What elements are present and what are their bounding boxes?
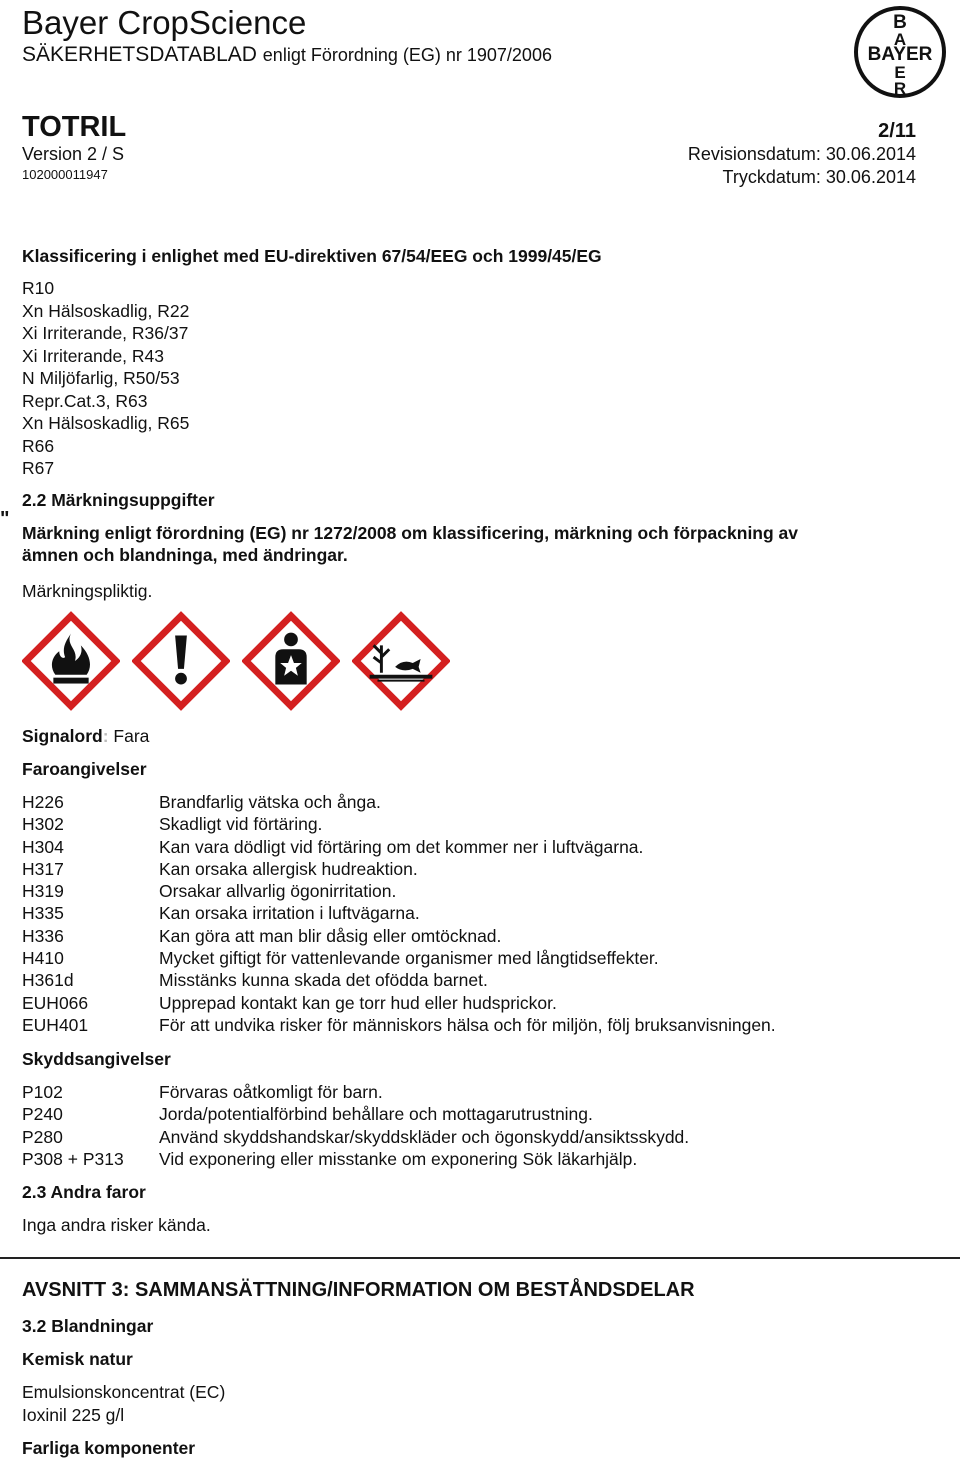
classification-item: R67 [22,458,55,478]
hazard-statements-heading: Faroangivelser [22,759,147,779]
logo-word-bayer: BAYER [867,44,933,65]
hazard-code: H336 [22,925,64,946]
hazard-row [22,791,776,813]
classification-item: R66 [22,435,55,456]
classification-item: Xi Irriterande, R36/37 [22,323,189,343]
flame-icon [22,608,120,714]
signal-word-value: Fara [113,726,150,746]
logo-letter-e: E [894,63,906,82]
product-name: TOTRIL [22,111,127,143]
hazard-text: Kan göra att man blir dåsig eller omtöcknad. [159,925,502,946]
hazard-row [22,925,776,947]
classification-item: N Miljöfarlig, R50/53 [22,368,180,388]
other-hazards-text: Inga andra risker kända. [22,1215,211,1235]
precaution-text: Förvaras oåtkomligt för barn. [159,1082,383,1102]
hazard-text: Skadligt vid förtäring. [159,814,323,835]
version-label: Version 2 / S [22,144,125,164]
hazard-row [22,947,776,969]
hazard-row [22,880,776,902]
hazard-code: EUH066 [22,992,89,1013]
document-number: 102000011947 [22,167,108,182]
precaution-text: Jorda/potentialförbind behållare och mottagarutrustning. [159,1104,593,1125]
labelling-regulation-line2: ämnen och blandninga, med ändringar. [22,545,348,565]
change-marker: " [0,508,10,530]
hazard-row [22,902,776,924]
hazard-code: H317 [22,858,64,879]
precautionary-statements-heading: Skyddsangivelser [22,1049,171,1069]
precaution-text: Vid exponering eller misstanke om exponering Sök läkarhjälp. [159,1148,638,1169]
regulation-reference: enligt Förordning (EG) nr 1907/2006 [262,45,552,65]
precaution-code: P308 + P313 [22,1148,124,1169]
logo-letter-a: A [893,30,907,49]
hazard-statements-table [22,791,776,1036]
signal-word-separator: : [102,726,109,746]
bayer-logo [854,2,946,102]
precaution-code: P240 [22,1104,63,1125]
other-hazards-heading: 2.3 Andra faror [22,1182,146,1202]
hazard-row [22,969,776,991]
hazard-text: Mycket giftigt för vattenlevande organismer med långtidseffekter. [159,948,659,969]
signal-word-label: Signalord [22,726,103,746]
hazard-text: Orsakar allvarlig ögonirritation. [159,881,397,902]
classification-item: Xn Hälsoskadlig, R65 [22,413,190,433]
hazard-text: Brandfarlig vätska och ånga. [159,792,381,812]
exclamation-icon [132,608,230,714]
hazard-row [22,1014,776,1036]
classification-item: Repr.Cat.3, R63 [22,390,148,411]
hazard-text: Upprepad kontakt kan ge torr hud eller hudsprickor. [159,992,557,1013]
precaution-row [22,1126,689,1148]
document-type-title: SÄKERHETSDATABLAD [22,43,257,66]
precaution-code: P102 [22,1082,63,1102]
logo-letter-b: B [893,12,907,33]
document-type [22,42,552,68]
hazard-code: H410 [22,948,64,969]
hazard-code: H226 [22,792,64,812]
health-hazard-icon [242,608,340,714]
hazard-text: Kan orsaka allergisk hudreaktion. [159,858,418,879]
hazard-text: För att undvika risker för människors hälsa och för miljön, följ bruksanvisningen. [159,1014,776,1035]
precaution-text: Använd skyddshandskar/skyddskläder och ögonskydd/ansiktsskydd. [159,1126,690,1147]
page-number: 2/11 [878,120,916,142]
hazard-row [22,992,776,1014]
hazard-code: H319 [22,881,64,902]
classification-list [22,277,189,480]
labelling-heading: 2.2 Märkningsuppgifter [22,490,215,510]
hazard-text: Misstänks kunna skada det ofödda barnet. [159,970,488,991]
mixtures-heading: 3.2 Blandningar [22,1316,154,1336]
chemical-nature-heading: Kemisk natur [22,1349,133,1369]
hazard-code: H361d [22,970,74,991]
hazard-code: H335 [22,903,64,924]
logo-letter-r: R [893,79,907,98]
classification-item: R10 [22,278,55,298]
precautionary-statements-table [22,1081,689,1170]
hazard-code: H302 [22,814,64,835]
precaution-code: P280 [22,1126,63,1147]
section3-title: AVSNITT 3: SAMMANSÄTTNING/INFORMATION OM BESTÅNDSDELAR [22,1279,695,1301]
labelling-regulation-line1: Märkning enligt förordning (EG) nr 1272/2008 om klassificering, märkning och förpackning av [22,523,799,543]
hazard-text: Kan orsaka irritation i luftvägarna. [159,903,420,924]
revision-date: Revisionsdatum: 30.06.2014 [687,144,916,164]
hazard-row [22,813,776,835]
labelling-required: Märkningspliktig. [22,581,153,601]
chemical-nature-line: Emulsionskoncentrat (EC) [22,1382,226,1402]
classification-item: Xi Irriterande, R43 [22,345,165,366]
hazardous-components-heading: Farliga komponenter [22,1438,196,1458]
chemical-nature-line: Ioxinil 225 g/l [22,1405,125,1425]
classification-item: Xn Hälsoskadlig, R22 [22,300,190,321]
hazard-row [22,836,776,858]
hazard-code: EUH401 [22,1014,89,1035]
hazard-code: H304 [22,836,64,857]
signal-word-line [22,725,149,747]
print-date: Tryckdatum: 30.06.2014 [722,167,916,187]
precaution-row [22,1103,689,1125]
precaution-row [22,1148,689,1170]
classification-heading: Klassificering i enlighet med EU-direktiven 67/54/EEG och 1999/45/EG [22,246,602,266]
section-divider [0,1257,960,1259]
environment-icon [352,608,450,714]
hazard-text: Kan vara dödligt vid förtäring om det kommer ner i luftvägarna. [159,836,644,857]
precaution-row [22,1081,689,1103]
hazard-row [22,858,776,880]
company-name: Bayer CropScience [22,4,307,41]
hazard-pictograms [22,608,450,714]
